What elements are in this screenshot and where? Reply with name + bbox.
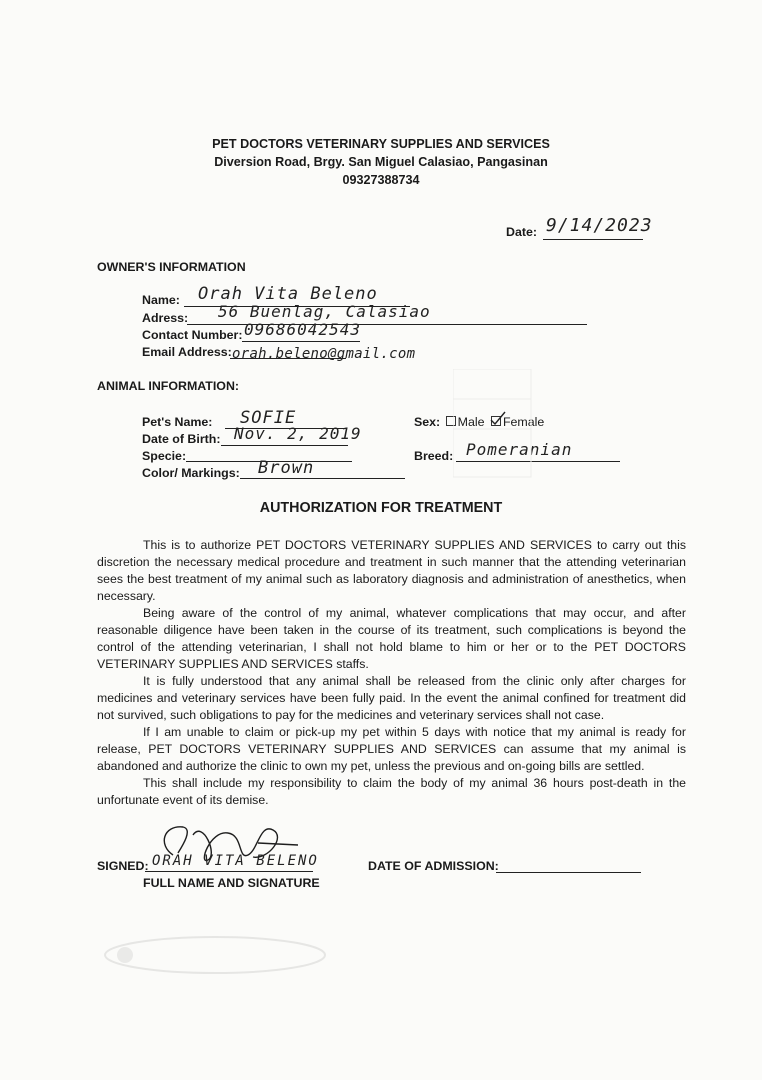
- pet-name-label: Pet's Name:: [142, 415, 213, 429]
- owner-address-label: Adress:: [142, 311, 189, 325]
- authorization-title: AUTHORIZATION FOR TREATMENT: [259, 500, 503, 516]
- authorization-paragraph-4: If I am unable to claim or pick-up my pet within 5 days with notice that my animal is ready for release, PET DOCTORS VETERINARY SUPPLIES AND SERVICES can assume that my animal is abandoned and authorize the clinic to own my pet, unless the previous and on-going bills are settled.: [97, 725, 686, 773]
- bleed-lines-icon: [453, 369, 533, 479]
- clinic-name: PET DOCTORS VETERINARY SUPPLIES AND SERVICES: [212, 137, 550, 151]
- breed-value: Pomeranian: [466, 440, 573, 459]
- authorization-body: [97, 537, 686, 809]
- owner-email-line: [230, 358, 346, 359]
- date-label: Date:: [506, 225, 537, 239]
- signed-name-value: ORAH VITA BELENO: [152, 853, 319, 869]
- bleed-logo: [95, 930, 335, 980]
- owner-heading: OWNER'S INFORMATION: [97, 260, 246, 274]
- owner-email-value: orah.beleno@gmail.com: [232, 346, 416, 362]
- specie-label: Specie:: [142, 449, 187, 463]
- dob-label: Date of Birth:: [142, 432, 221, 446]
- authorization-paragraph-2: Being aware of the control of my animal, whatever complications that may occur, and after reasonable diligence have been taken in the course of its treatment, such complications is beyond the control of the attending veterinarian, I shall not hold blame to him or her or to the PET DOCTORS VETERINARY SUPPLIES AND SERVICES staffs.: [97, 606, 686, 671]
- signature-caption: FULL NAME AND SIGNATURE: [143, 876, 320, 890]
- pet-name-value: SOFIE: [240, 408, 297, 428]
- date-line: [543, 239, 643, 240]
- signature-line: [145, 871, 313, 872]
- owner-contact-line: [242, 341, 360, 342]
- dob-line: [221, 445, 348, 446]
- owner-contact-label: Contact Number:: [142, 328, 243, 342]
- color-line: [240, 478, 405, 479]
- date-value: 9/14/2023: [546, 215, 653, 236]
- authorization-paragraph-1: This is to authorize PET DOCTORS VETERINARY SUPPLIES AND SERVICES to carry out this discretion the necessary medical procedure and treatment in such manner that the attending veterinarian sees the best treatment of my animal such as laboratory diagnosis and administration of anesthetics, when necessary.: [97, 538, 686, 603]
- bleed-through: [453, 369, 533, 482]
- owner-name-value: Orah Vita Beleno: [198, 284, 378, 304]
- admission-line: [496, 872, 641, 873]
- dob-value: Nov. 2, 2019: [234, 424, 362, 443]
- paw-logo-icon: [95, 930, 335, 980]
- sex-female-label: Female: [502, 415, 545, 429]
- owner-email-label: Email Address:: [142, 345, 232, 359]
- breed-label: Breed:: [414, 449, 454, 463]
- sex-male-label: Male: [457, 415, 485, 429]
- owner-name-label: Name:: [142, 293, 180, 307]
- signed-label: SIGNED:: [97, 859, 149, 873]
- owner-address-value: 56 Buenlag, Calasiao: [218, 302, 431, 321]
- sex-label: Sex:: [414, 415, 441, 429]
- clinic-phone: 09327388734: [342, 173, 420, 187]
- clinic-address: Diversion Road, Brgy. San Miguel Calasiao, Pangasinan: [214, 155, 548, 169]
- authorization-paragraph-3: It is fully understood that any animal shall be released from the clinic only after charges for medicines and veterinary services have been fully paid. In the event the animal confined for treatment did not survived, such obligations to pay for the medicines and veterinary services shall not case.: [97, 674, 686, 722]
- color-value: Brown: [258, 458, 315, 478]
- authorization-paragraph-5: This shall include my responsibility to claim the body of my animal 36 hours post-death in the unfortunate event of its demise.: [97, 776, 686, 807]
- owner-contact-value: 09686042543: [244, 320, 361, 339]
- color-label: Color/ Markings:: [142, 466, 240, 480]
- animal-heading: ANIMAL INFORMATION:: [97, 379, 240, 393]
- admission-label: DATE OF ADMISSION:: [368, 859, 499, 873]
